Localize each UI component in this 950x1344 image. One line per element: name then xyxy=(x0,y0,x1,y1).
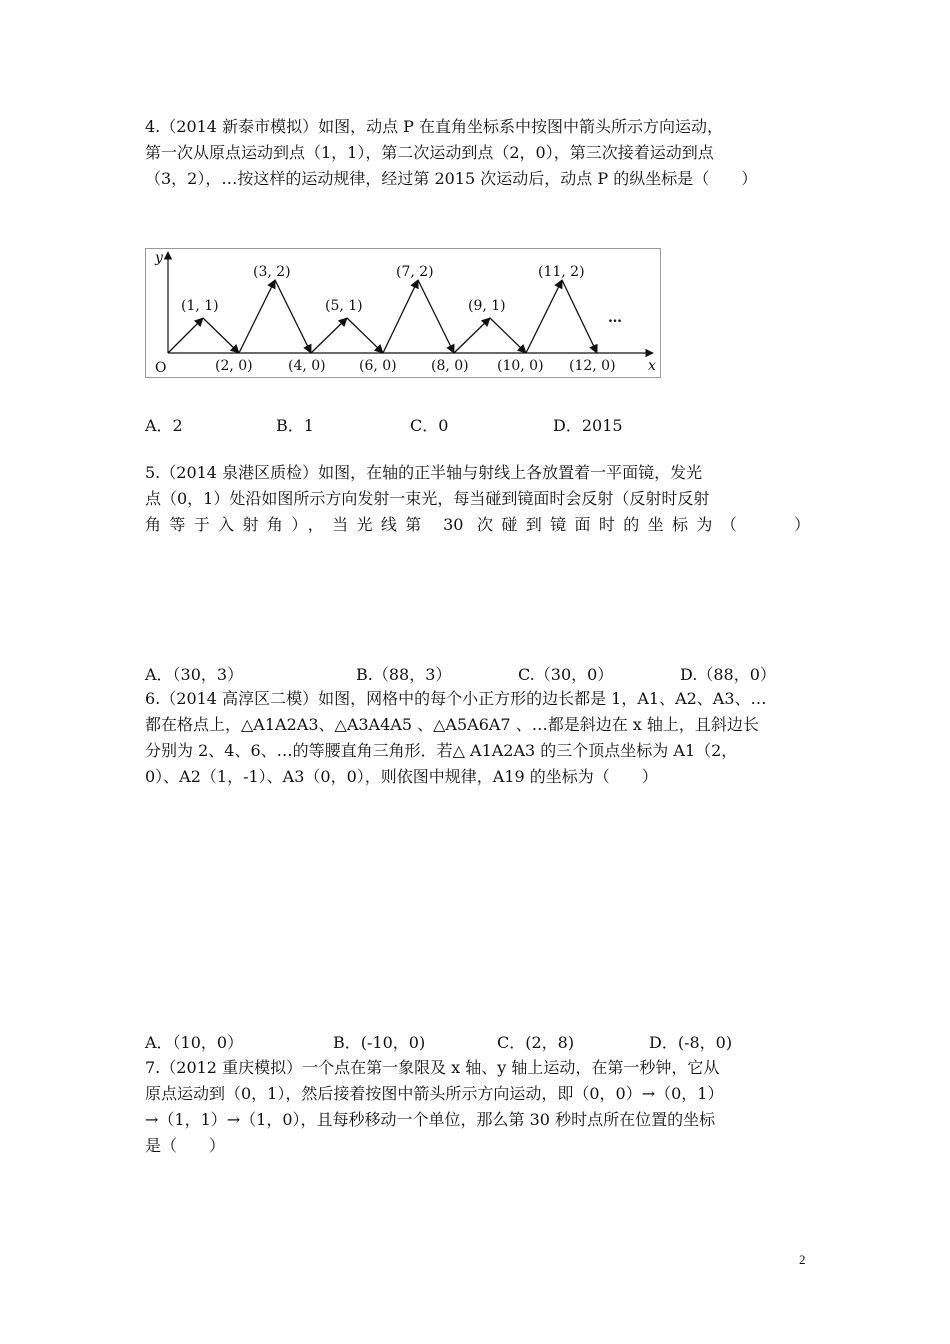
point-label: (1, 1) xyxy=(181,298,219,314)
q4-option-b[interactable]: B．1 xyxy=(276,416,314,435)
point-label: (8, 0) xyxy=(431,358,469,374)
point-label: (3, 2) xyxy=(253,264,291,280)
q4-option-d[interactable]: D．2015 xyxy=(553,416,623,435)
q7-line-2: 原点运动到（0，1），然后接着按图中箭头所示方向运动，即（0，0）→（0，1） xyxy=(145,1084,724,1103)
q7-line-1: 7.（2012 重庆模拟）一个点在第一象限及 x 轴、y 轴上运动，在第一秒钟，它从 xyxy=(145,1058,720,1077)
q4-option-a[interactable]: A．2 xyxy=(145,416,183,435)
q4-option-c[interactable]: C．0 xyxy=(410,416,449,435)
q5-option-c[interactable]: C.（30，0） xyxy=(518,665,614,684)
q4-line-3: （3，2），…按这样的运动规律，经过第 2015 次运动后，动点 P 的纵坐标是（ ） xyxy=(145,169,758,188)
point-label: (4, 0) xyxy=(288,358,326,374)
y-axis-label: y xyxy=(155,250,163,266)
continuation-ellipsis: … xyxy=(608,310,622,326)
q6-line-2: 都在格点上，△A1A2A3、△A3A4A5 、△A5A6A7 、…都是斜边在 x 轴上，且斜边长 xyxy=(145,715,759,734)
q6-line-4: 0）、A2（1，-1）、A3（0，0），则依图中规律，A19 的坐标为（ ） xyxy=(145,767,658,786)
point-label: (9, 1) xyxy=(468,298,506,314)
origin-label: O xyxy=(155,360,167,376)
q5-line-1: 5.（2014 泉港区质检）如图，在轴的正半轴与射线上各放置着一平面镜，发光 xyxy=(145,463,703,482)
q5-option-b[interactable]: B.（88，3） xyxy=(356,665,452,684)
x-axis-label: x xyxy=(648,358,656,374)
q6-line-3: 分别为 2、4、6、…的等腰直角三角形．若△ A1A2A3 的三个顶点坐标为 A1（2， xyxy=(145,741,738,760)
q6-option-d[interactable]: D．(-8，0) xyxy=(649,1033,733,1052)
point-label: (2, 0) xyxy=(215,358,253,374)
point-label: (6, 0) xyxy=(359,358,397,374)
point-label: (11, 2) xyxy=(538,264,585,280)
q5-line-2: 点（0，1）处沿如图所示方向发射一束光，每当碰到镜面时会反射（反射时反射 xyxy=(145,489,710,508)
point-label: (12, 0) xyxy=(569,358,616,374)
q6-line-1: 6.（2014 高淳区二模）如图，网格中的每个小正方形的边长都是 1，A1、A2、A3、… xyxy=(145,689,767,708)
q4-line-1: 4.（2014 新泰市模拟）如图，动点 P 在直角坐标系中按图中箭头所示方向运动， xyxy=(145,117,724,136)
zigzag-path-figure xyxy=(145,248,661,378)
q4-line-2: 第一次从原点运动到点（1，1），第二次运动到点（2，0），第三次接着运动到点 xyxy=(145,143,714,162)
q6-option-c[interactable]: C．(2，8) xyxy=(497,1033,575,1052)
q5-line-3: 角等于入射角），当光线第 30 次碰到镜面时的坐标为（ ） xyxy=(145,515,810,534)
q6-option-a[interactable]: A．（10，0） xyxy=(145,1033,244,1052)
page-number: 2 xyxy=(799,1252,806,1267)
q6-option-b[interactable]: B．(-10，0) xyxy=(333,1033,426,1052)
q5-option-a[interactable]: A．（30，3） xyxy=(145,665,244,684)
q5-option-d[interactable]: D.（88，0） xyxy=(680,665,776,684)
point-label: (7, 2) xyxy=(396,264,434,280)
q7-line-4: 是（ ） xyxy=(145,1136,226,1155)
point-label: (10, 0) xyxy=(497,358,544,374)
point-label: (5, 1) xyxy=(325,298,363,314)
q7-line-3: →（1，1）→（1，0），且每秒移动一个单位，那么第 30 秒时点所在位置的坐标 xyxy=(145,1110,716,1129)
